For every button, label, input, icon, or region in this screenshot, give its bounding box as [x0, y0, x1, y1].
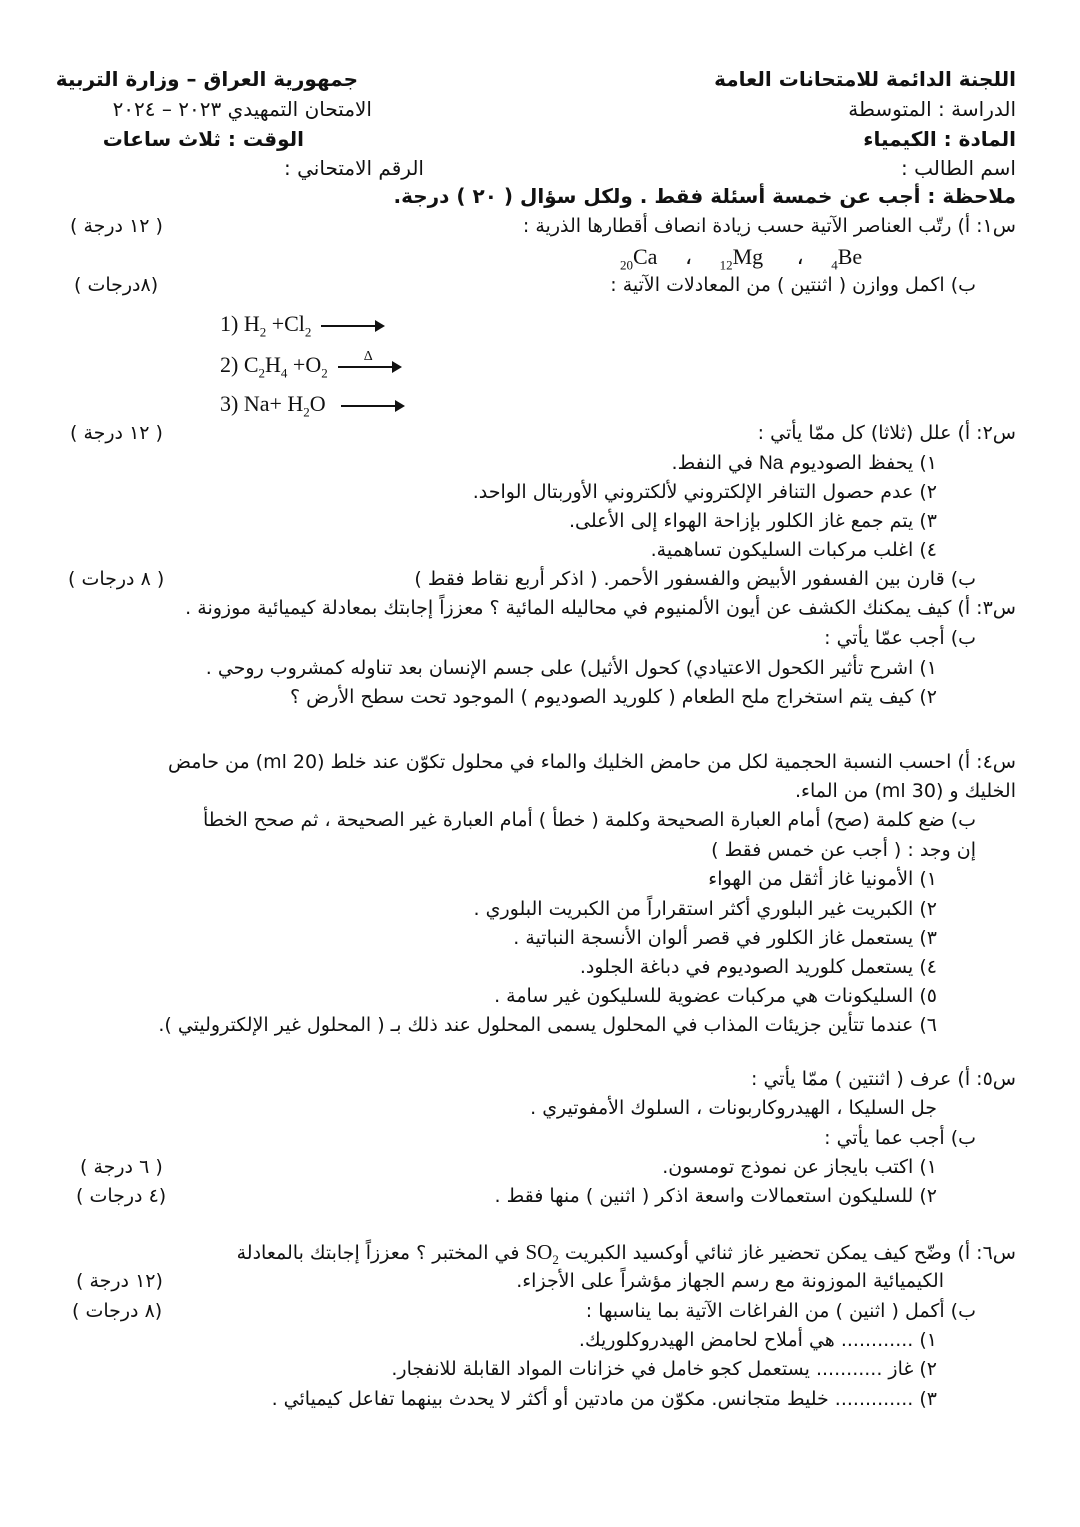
- mg-symbol: Mg: [732, 244, 764, 269]
- eq1-number: 1): [220, 311, 239, 336]
- q6-item-2: ٢) غاز ........... يستعمل كجو خامل في خزانات المواد القابلة للانفجار.: [391, 1358, 937, 1380]
- q2-part-a: س٢: أ) علل (ثلاثا) كل ممّا يأتي :: [757, 422, 1016, 444]
- q4-part-a-line1: س٤: أ) احسب النسبة الحجمية لكل من حامض الخليك والماء في محلول تكوّن عند خلط (20 ml) من حامض: [167, 751, 1016, 773]
- equation-1: 1) $H_2 +Cl_2$: [220, 311, 383, 345]
- q1-a-marks: ( ١٢ درجة ): [70, 215, 163, 237]
- exam-note: ملاحظة : أجب عن خمسة أسئلة فقط . ولكل سؤال ( ٢٠ ) درجة.: [393, 184, 1016, 208]
- q6-a-marks: (١٢ درجة ): [76, 1270, 163, 1292]
- eq3-number: 3): [220, 391, 239, 416]
- so2-subscript: 2: [552, 1252, 559, 1268]
- q1-b-marks: (٨درجات ): [74, 274, 159, 296]
- q3-part-a: س٣: أ) كيف يمكنك الكشف عن أيون الألمنيوم في محاليله المائية ؟ معززاً إجابتك بمعادلة كيميائية موزونة .: [185, 597, 1016, 619]
- q5-part-a: س٥: أ) عرف ( اثنتين ) ممّا يأتي :: [751, 1068, 1016, 1090]
- q3-part-b: ب) أجب عمّا يأتي :: [824, 627, 976, 649]
- q4-part-b-line1: ب) ضع كلمة (صح) أمام العبارة الصحيحة وكلمة ( خطأ ) أمام العبارة غير الصحيحة ، ثم صحح الخطأ: [203, 809, 976, 831]
- committee-title: اللجنة الدائمة للامتحانات العامة: [714, 67, 1016, 91]
- time-line: الوقت : ثلاث ساعات: [102, 127, 304, 151]
- heat-arrow-icon: [338, 366, 400, 368]
- separator: ،: [796, 244, 804, 269]
- subject-line: المادة : الكيمياء: [863, 127, 1016, 151]
- q4-item-1: ١) الأمونيا غاز أثقل من الهواء: [708, 868, 937, 890]
- reaction-arrow-icon: [321, 325, 383, 327]
- separator: ،: [684, 244, 693, 269]
- q4-part-b-line2: إن وجد : ( أجب عن خمس فقط ): [711, 839, 976, 861]
- q2-a-marks: ( ١٢ درجة ): [70, 422, 163, 444]
- exam-number-field: الرقم الامتحاني :: [284, 156, 424, 180]
- q4-item-3: ٣) يستعمل غاز الكلور في قصر ألوان الأنسجة النباتية .: [513, 927, 937, 949]
- eq2-number: 2): [220, 352, 239, 377]
- q5-item-2: ٢) للسليكون استعمالات واسعة اذكر ( اثنين ) منها فقط .: [494, 1185, 937, 1207]
- student-name-field: اسم الطالب :: [901, 156, 1016, 180]
- q6-part-b: ب) أكمل ( اثنين ) من الفراغات الآتية بما يناسبها :: [585, 1300, 976, 1322]
- so2-formula: [525, 1240, 559, 1268]
- item-number: ١): [919, 452, 937, 474]
- q4-item-6: ٦) عندما تتأين جزيئات المذاب في المحلول يسمى المحلول عند ذلك بـ ( المحلول غير الإلكتروليتي ).: [158, 1014, 937, 1036]
- q6-item-3: ٣) ............. خليط متجانس. مكوّن من مادتين أو أكثر لا يحدث بينهما تفاعل كيميائي .: [271, 1388, 937, 1410]
- q4-item-5: ٥) السليكونات هي مركبات عضوية للسليكون غير سامة .: [494, 985, 937, 1007]
- q4-part-a-line2: الخليك و (30 ml) من الماء.: [794, 780, 1016, 802]
- q2-item-3: ٣) يتم جمع غاز الكلور بإزاحة الهواء إلى الأعلى.: [568, 510, 937, 532]
- q6-item-1: ١) ............ هي أملاح لحامض الهيدروكلوريك.: [578, 1329, 937, 1351]
- be-symbol: Be: [837, 244, 863, 269]
- equation-3: 3) $Na+ H_2O$: [220, 391, 403, 425]
- q1-part-b: ب) اكمل ووازن ( اثنتين ) من المعادلات الآتية :: [610, 274, 976, 296]
- q1-part-a: س١: أ) رتّب العناصر الآتية حسب زيادة انصاف أقطارها الذرية :: [522, 215, 1016, 237]
- exam-title: الامتحان التمهيدي ٢٠٢٣ – ٢٠٢٤: [112, 97, 372, 121]
- q6-part-a-line2: الكيميائية الموزونة مع رسم الجهاز مؤشراً على الأجزاء.: [516, 1270, 944, 1292]
- q4-item-2: ٢) الكبريت غير البلوري أكثر استقراراً من الكبريت البلوري .: [473, 898, 937, 920]
- q2-part-b: ب) قارن بين الفسفور الأبيض والفسفور الأحمر. ( اذكر أربع نقاط فقط ): [414, 568, 976, 590]
- so2-symbol: SO: [525, 1240, 553, 1264]
- q5-terms: جل السليكا ، الهيدروكاربونات ، السلوك الأمفوتيري .: [530, 1097, 937, 1119]
- q2-b-marks: ( ٨ درجات ): [68, 568, 165, 590]
- ca-atomic-number: 20: [620, 257, 633, 273]
- sodium-symbol: Na: [759, 453, 784, 474]
- q2-item-2: ٢) عدم حصول التنافر الإلكتروني لألكتروني الأوربتال الواحد.: [472, 481, 937, 503]
- ministry-title: جمهورية العراق – وزارة التربية: [55, 67, 358, 91]
- equation-2: 2) $C_2H_4 +O_2$ Δ: [220, 352, 400, 386]
- q3-item-1: ١) اشرح تأثير الكحول الاعتيادي) كحول الأثيل) على جسم الإنسان بعد تناوله كمشروب روحي .: [205, 657, 937, 679]
- q5-part-b: ب) أجب عما يأتي :: [824, 1127, 976, 1149]
- q2-item-1: [672, 450, 937, 477]
- q6-a-text-end: في المختبر ؟ معززاً إجابتك بالمعادلة: [236, 1242, 520, 1264]
- q6-b-marks: (٨ درجات ): [72, 1300, 163, 1322]
- mg-atomic-number: 12: [719, 257, 733, 273]
- be-atomic-number: 4: [831, 257, 838, 273]
- q2-item-4: ٤) اغلب مركبات السليكون تساهمية.: [650, 539, 937, 561]
- ca-symbol: Ca: [633, 244, 658, 269]
- q5-item-1: ١) اكتب بايجاز عن نموذج تومسون.: [662, 1156, 937, 1178]
- q4-item-4: ٤) يستعمل كلوريد الصوديوم في دباغة الجلود.: [579, 956, 937, 978]
- q3-item-2: ٢) كيف يتم استخراج ملح الطعام ( كلوريد الصوديوم ) الموجود تحت سطح الأرض ؟: [290, 686, 937, 708]
- q5-item-2-marks: (٤ درجات ): [76, 1185, 167, 1207]
- reaction-arrow-icon: [341, 405, 403, 407]
- q6-a-text-start: س٦: أ) وضّح كيف يمكن تحضير غاز ثنائي أوكسيد الكبريت: [564, 1242, 1016, 1264]
- item-text-end: في النفط.: [671, 452, 753, 474]
- study-level: الدراسة : المتوسطة: [848, 97, 1016, 121]
- item-text: يحفظ الصوديوم: [789, 452, 914, 474]
- q5-item-1-marks: ( ٦ درجة ): [80, 1156, 163, 1178]
